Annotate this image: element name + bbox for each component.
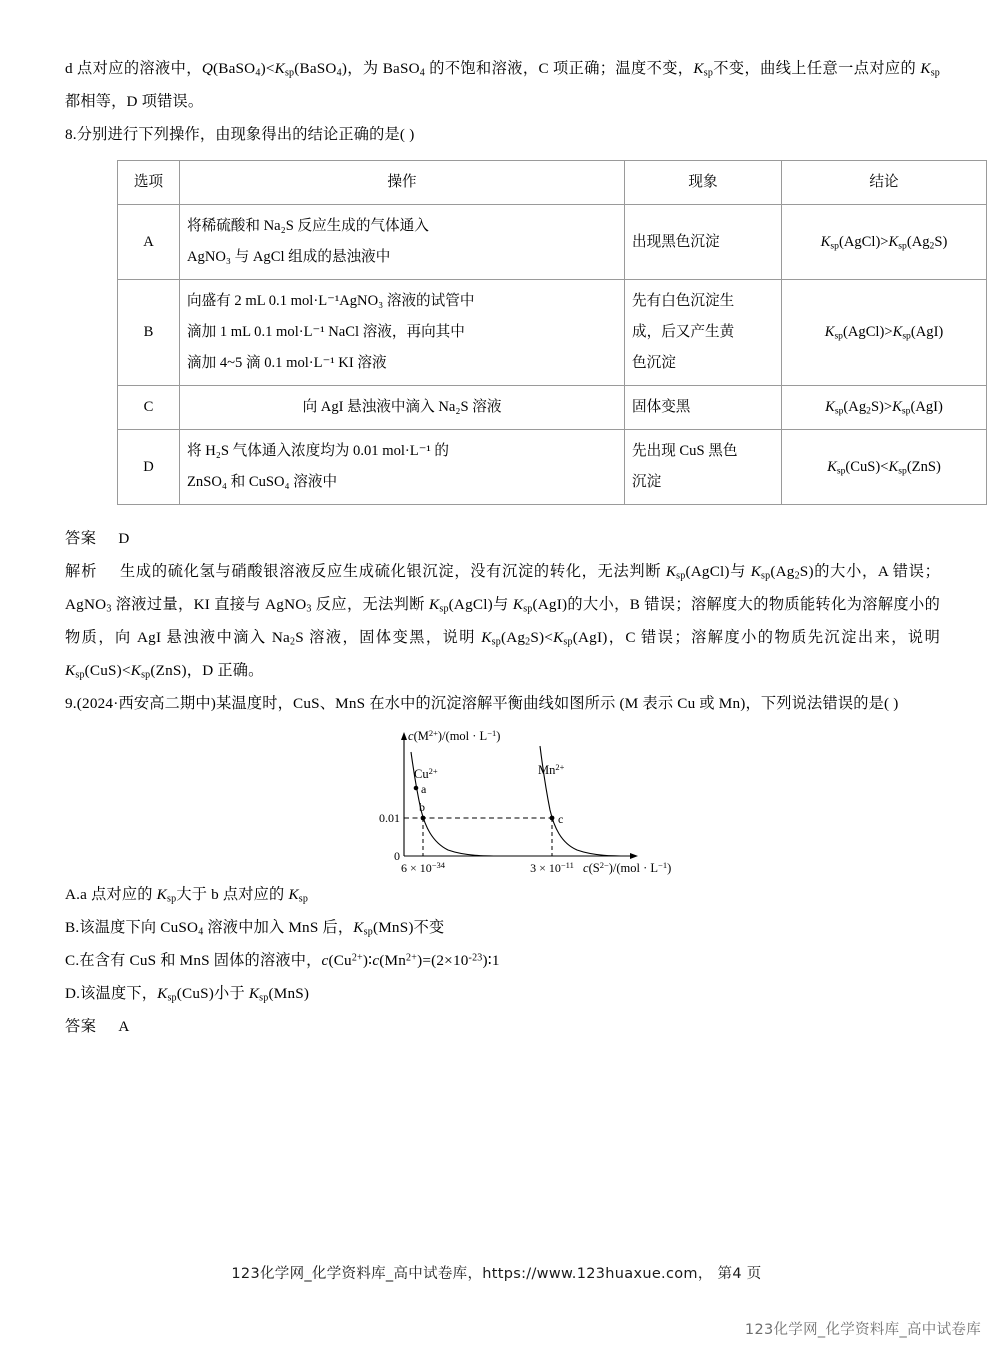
row-c-operation — [180, 386, 625, 430]
option-9-a-k2sub: sp — [298, 893, 309, 905]
intro-text-i: 的不饱和溶液，C 项正确；温度不变， — [425, 60, 694, 77]
analysis-8-t7: (AgCl)与 — [448, 596, 513, 613]
intro-text-j: 不变，曲线上任意一点对应的 — [713, 60, 921, 77]
cu-curve-label: $Cu^{2+}$ — [414, 766, 438, 781]
question-8-number: 8. — [65, 126, 77, 143]
table-row — [118, 430, 987, 505]
option-9-d-k2sub: sp — [259, 992, 269, 1004]
option-9-c-sup2: 2+ — [406, 952, 418, 964]
option-9-d-t3: (MnS) — [268, 985, 310, 1002]
ksp-symbol-1: K — [274, 60, 285, 77]
row-d-conclusion: $K_{sp}(CuS)<K_{sp}(ZnS)$ — [782, 430, 987, 505]
option-9-c-sup3: -23 — [468, 952, 483, 964]
option-9-c-t3: )∶ — [362, 952, 373, 969]
option-9-b-t3: (MnS)不变 — [372, 919, 445, 936]
option-9-a-key: A. — [65, 886, 81, 903]
analysis-8-t9: S 溶液，固体变黑，说明 — [295, 629, 482, 646]
th-conclusion: 结论 — [782, 161, 987, 205]
option-9-b-k1: K — [353, 919, 364, 936]
table-row — [118, 386, 987, 430]
option-9-c — [65, 944, 940, 977]
option-9-a-k2: K — [288, 886, 299, 903]
option-9-d-t1: 该温度下， — [80, 985, 158, 1002]
analysis-8-t3: (Ag — [770, 563, 795, 580]
answer-8-label: 答案 — [65, 530, 97, 547]
row-c-phenomenon-line-1: 固体变黑 — [632, 399, 691, 415]
option-9-d-k2: K — [248, 985, 260, 1002]
analysis-8-t8: (AgI)的大小，B 错误；溶解度大的物质能转化为溶解度小的物质，向 AgI 悬浊液中滴入 Na — [65, 596, 940, 646]
point-b — [421, 816, 426, 821]
row-a-operation-line-2: AgNO₃ 与 AgCl 组成的悬浊液中 — [187, 249, 391, 265]
row-b-option: B — [118, 280, 180, 386]
intro-text-a: d 点对应的溶液中， — [65, 60, 202, 77]
ksp-sub-2: sp — [703, 67, 714, 79]
option-9-c-c1: c — [321, 952, 329, 969]
figure-container — [65, 726, 940, 876]
y-axis-title: $c(M^{2+})/(mol \cdot L^{-1})$ — [408, 728, 501, 743]
table-row — [118, 280, 987, 386]
intro-sub-2: 4 — [336, 67, 342, 79]
analysis-8-t2: (AgCl)与 — [685, 563, 751, 580]
analysis-8-t14: (ZnS)，D 正确。 — [150, 662, 264, 679]
row-c-operation-line-1: 向 AgI 悬浊液中滴入 Na₂S 溶液 — [302, 399, 502, 415]
analysis-8-t13: (CuS)< — [84, 662, 131, 679]
option-9-a — [65, 878, 940, 911]
row-d-operation-line-1: 将 H₂S 气体通入浓度均为 0.01 mol·L⁻¹ 的 — [187, 443, 450, 459]
analysis-8-label: 解析 — [65, 563, 98, 580]
answer-9-line — [65, 1010, 940, 1043]
intro-text-tail: 都相等，D 项错误。 — [65, 93, 204, 110]
option-9-b — [65, 911, 940, 944]
question-9-paren: ) — [893, 695, 899, 712]
option-9-d — [65, 977, 940, 1010]
th-phenomenon: 现象 — [625, 161, 782, 205]
row-c-option: C — [118, 386, 180, 430]
row-a-phenomenon-line-1: 出现黑色沉淀 — [632, 233, 720, 250]
analysis-8-t12: (AgI)，C 错误；溶解度小的物质先沉淀出来，说明 — [572, 629, 941, 646]
row-a-option: A — [118, 205, 180, 280]
analysis-8-t6: 反应，无法判断 — [311, 596, 430, 613]
th-operation: 操作 — [180, 161, 625, 205]
intro-text-e: (BaSO — [294, 60, 337, 77]
y-tick-001: 0.01 — [379, 811, 400, 825]
option-9-d-key: D. — [65, 985, 81, 1002]
option-9-c-t5: )=(2×10 — [417, 952, 469, 969]
row-d-phenomenon-line-2: 沉淀 — [632, 474, 662, 490]
question-9-source: (2024·西安高二期中) — [76, 695, 217, 712]
row-b-operation-line-3: 滴加 4~5 滴 0.1 mol·L⁻¹ KI 溶液 — [187, 355, 387, 371]
option-9-d-t2: (CuS)小于 — [176, 985, 249, 1002]
x-axis-arrow — [630, 853, 638, 859]
row-c-conclusion: $K_{sp}(Ag_2S)>K_{sp}(AgI)$ — [782, 386, 987, 430]
solubility-equilibrium-chart — [370, 726, 672, 876]
row-d-operation — [180, 430, 625, 505]
point-b-label: b — [419, 800, 425, 814]
y-axis-arrow — [401, 732, 407, 740]
page-footer: 123化学网_化学资料库_高中试卷库，https://www.123huaxue.com， 第4 页 — [231, 1266, 762, 1282]
option-9-b-t2: 溶液中加入 MnS 后， — [203, 919, 354, 936]
row-b-operation-line-1: 向盛有 2 mL 0.1 mol·L⁻¹AgNO₃ 溶液的试管中 — [187, 293, 475, 309]
answer-8-line — [65, 522, 940, 555]
th-option: 选项 — [118, 161, 180, 205]
row-d-operation-line-2: ZnSO₄ 和 CuSO₄ 溶液中 — [187, 474, 338, 490]
watermark: 123化学网_化学资料库_高中试卷库 — [744, 1322, 981, 1338]
chart-svg — [370, 726, 672, 876]
intro-text-d: )< — [260, 60, 275, 77]
y-tick-0: 0 — [394, 849, 400, 863]
x-axis-title: $c(S^{2-})/(mol \cdot L^{-1})$ — [583, 860, 672, 875]
option-9-b-k1sub: sp — [363, 926, 373, 938]
option-9-a-t1: a 点对应的 — [80, 886, 157, 903]
mn-curve-label: $Mn^{2+}$ — [538, 762, 565, 777]
analysis-8-t1: 生成的硫化氢与硝酸银溶液反应生成硫化银沉淀，没有沉淀的转化，无法判断 — [119, 563, 666, 580]
option-9-c-t1: 在含有 CuS 和 MnS 固体的溶液中， — [79, 952, 322, 969]
row-b-conclusion: $K_{sp}(AgCl)>K_{sp}(AgI)$ — [782, 280, 987, 386]
option-9-d-k1: K — [157, 985, 168, 1002]
row-d-phenomenon-line-1: 先出现 CuS 黑色 — [632, 443, 738, 459]
intro-text-b: (BaSO — [213, 60, 256, 77]
option-9-b-key: B. — [65, 919, 80, 936]
option-9-c-key: C. — [65, 952, 80, 969]
option-9-c-t6: )∶1 — [482, 952, 500, 969]
intro-paragraph — [65, 52, 940, 118]
question-8-paren: ) — [409, 126, 415, 143]
answer-9-value: A — [118, 1018, 130, 1035]
answer-8-value: D — [118, 530, 130, 547]
ksp-symbol-3: K — [920, 60, 931, 77]
row-d-option: D — [118, 430, 180, 505]
row-a-operation — [180, 205, 625, 280]
ksp-sub-1: sp — [284, 67, 295, 79]
analysis-8-t10: (Ag — [500, 629, 526, 646]
row-b-operation — [180, 280, 625, 386]
option-9-c-sup1: 2+ — [351, 952, 363, 964]
option-9-a-k1: K — [156, 886, 168, 903]
row-c-phenomenon — [625, 386, 782, 430]
x-tick-6e-34: $6 \times 10^{-34}$ — [400, 860, 446, 875]
document-content — [65, 52, 948, 1043]
question-9-stem — [65, 687, 940, 720]
option-9-c-t4: (Mn — [379, 952, 407, 969]
answer-9-label: 答案 — [65, 1018, 97, 1035]
analysis-8-t11: S)< — [530, 629, 554, 646]
row-b-phenomenon-line-2: 成，后又产生黄 — [632, 324, 735, 340]
q-symbol: Q — [201, 60, 213, 77]
x-tick-3e-11: $3 \times 10^{-11}$ — [530, 860, 574, 875]
row-a-operation-line-1: 将稀硫酸和 Na₂S 反应生成的气体通入 — [187, 218, 429, 234]
ksp-symbol-2: K — [693, 60, 704, 77]
option-9-d-k1sub: sp — [167, 992, 177, 1004]
row-b-phenomenon-line-1: 先有白色沉淀生 — [632, 293, 735, 309]
option-9-b-t1: 该温度下向 CuSO — [79, 919, 199, 936]
row-d-phenomenon — [625, 430, 782, 505]
intro-sub-1: 4 — [255, 67, 261, 79]
option-9-a-k1sub: sp — [167, 893, 177, 905]
intro-sub-3: 4 — [419, 67, 426, 79]
option-9-b-sub1: 4 — [198, 926, 204, 938]
table-row — [118, 205, 987, 280]
option-9-c-c2: c — [372, 952, 380, 969]
point-a-label: a — [421, 782, 427, 796]
question-9-number: 9. — [65, 695, 77, 712]
options-table — [117, 160, 987, 505]
row-a-conclusion: $K_{sp}(AgCl)>K_{sp}(Ag_2S)$ — [782, 205, 987, 280]
row-b-phenomenon-line-3: 色沉淀 — [632, 355, 676, 371]
option-9-a-t2: 大于 b 点对应的 — [176, 886, 289, 903]
row-b-phenomenon — [625, 280, 782, 386]
row-b-operation-line-2: 滴加 1 mL 0.1 mol·L⁻¹ NaCl 溶液，再向其中 — [187, 324, 465, 340]
point-a — [414, 786, 419, 791]
question-8-text: 分别进行下列操作，由现象得出的结论正确的是( — [76, 126, 406, 143]
analysis-8-t4: S)的大小，A 错误；AgNO — [65, 563, 941, 613]
option-9-c-t2: (Cu — [328, 952, 352, 969]
row-a-phenomenon — [625, 205, 782, 280]
question-9-text: 某温度时，CuS、MnS 在水中的沉淀溶解平衡曲线如图所示 (M 表示 Cu 或 Mn)，下列说法错误的是( — [216, 695, 890, 712]
ksp-sub-3: sp — [930, 67, 940, 79]
table-header-row — [118, 161, 987, 205]
point-c-label: c — [558, 812, 564, 826]
question-8-stem — [65, 118, 940, 151]
analysis-8-paragraph: 解析 生成的硫化氢与硝酸银溶液反应生成硫化银沉淀，没有沉淀的转化，无法判断 $K_{sp}(AgCl)$与 $K_{sp}(Ag_2S)$的大小，A 错误；AgNO$_3$ 溶液过量，KI 直接与 AgNO$_3$ 反应，无法判断 $K_{sp}(AgCl)$与 $K_{sp}(AgI)$的大小，B 错误；溶解度大的物质能转化为溶解度小的物质，向 AgI 悬浊液中滴入 $Na_2S$ 溶液，固体变黑，说明 $K_{sp}(Ag_2S)<K_{sp}(AgI)$，C 错误；溶解度小的物质先沉淀出来，说明 $K_{sp}(CuS)<K_{sp}(ZnS)$，D 正确。 — [65, 563, 941, 681]
intro-text-g: )，为 BaSO — [341, 60, 420, 77]
point-c — [550, 816, 555, 821]
analysis-8-t5: 溶液过量，KI 直接与 AgNO — [111, 596, 307, 613]
